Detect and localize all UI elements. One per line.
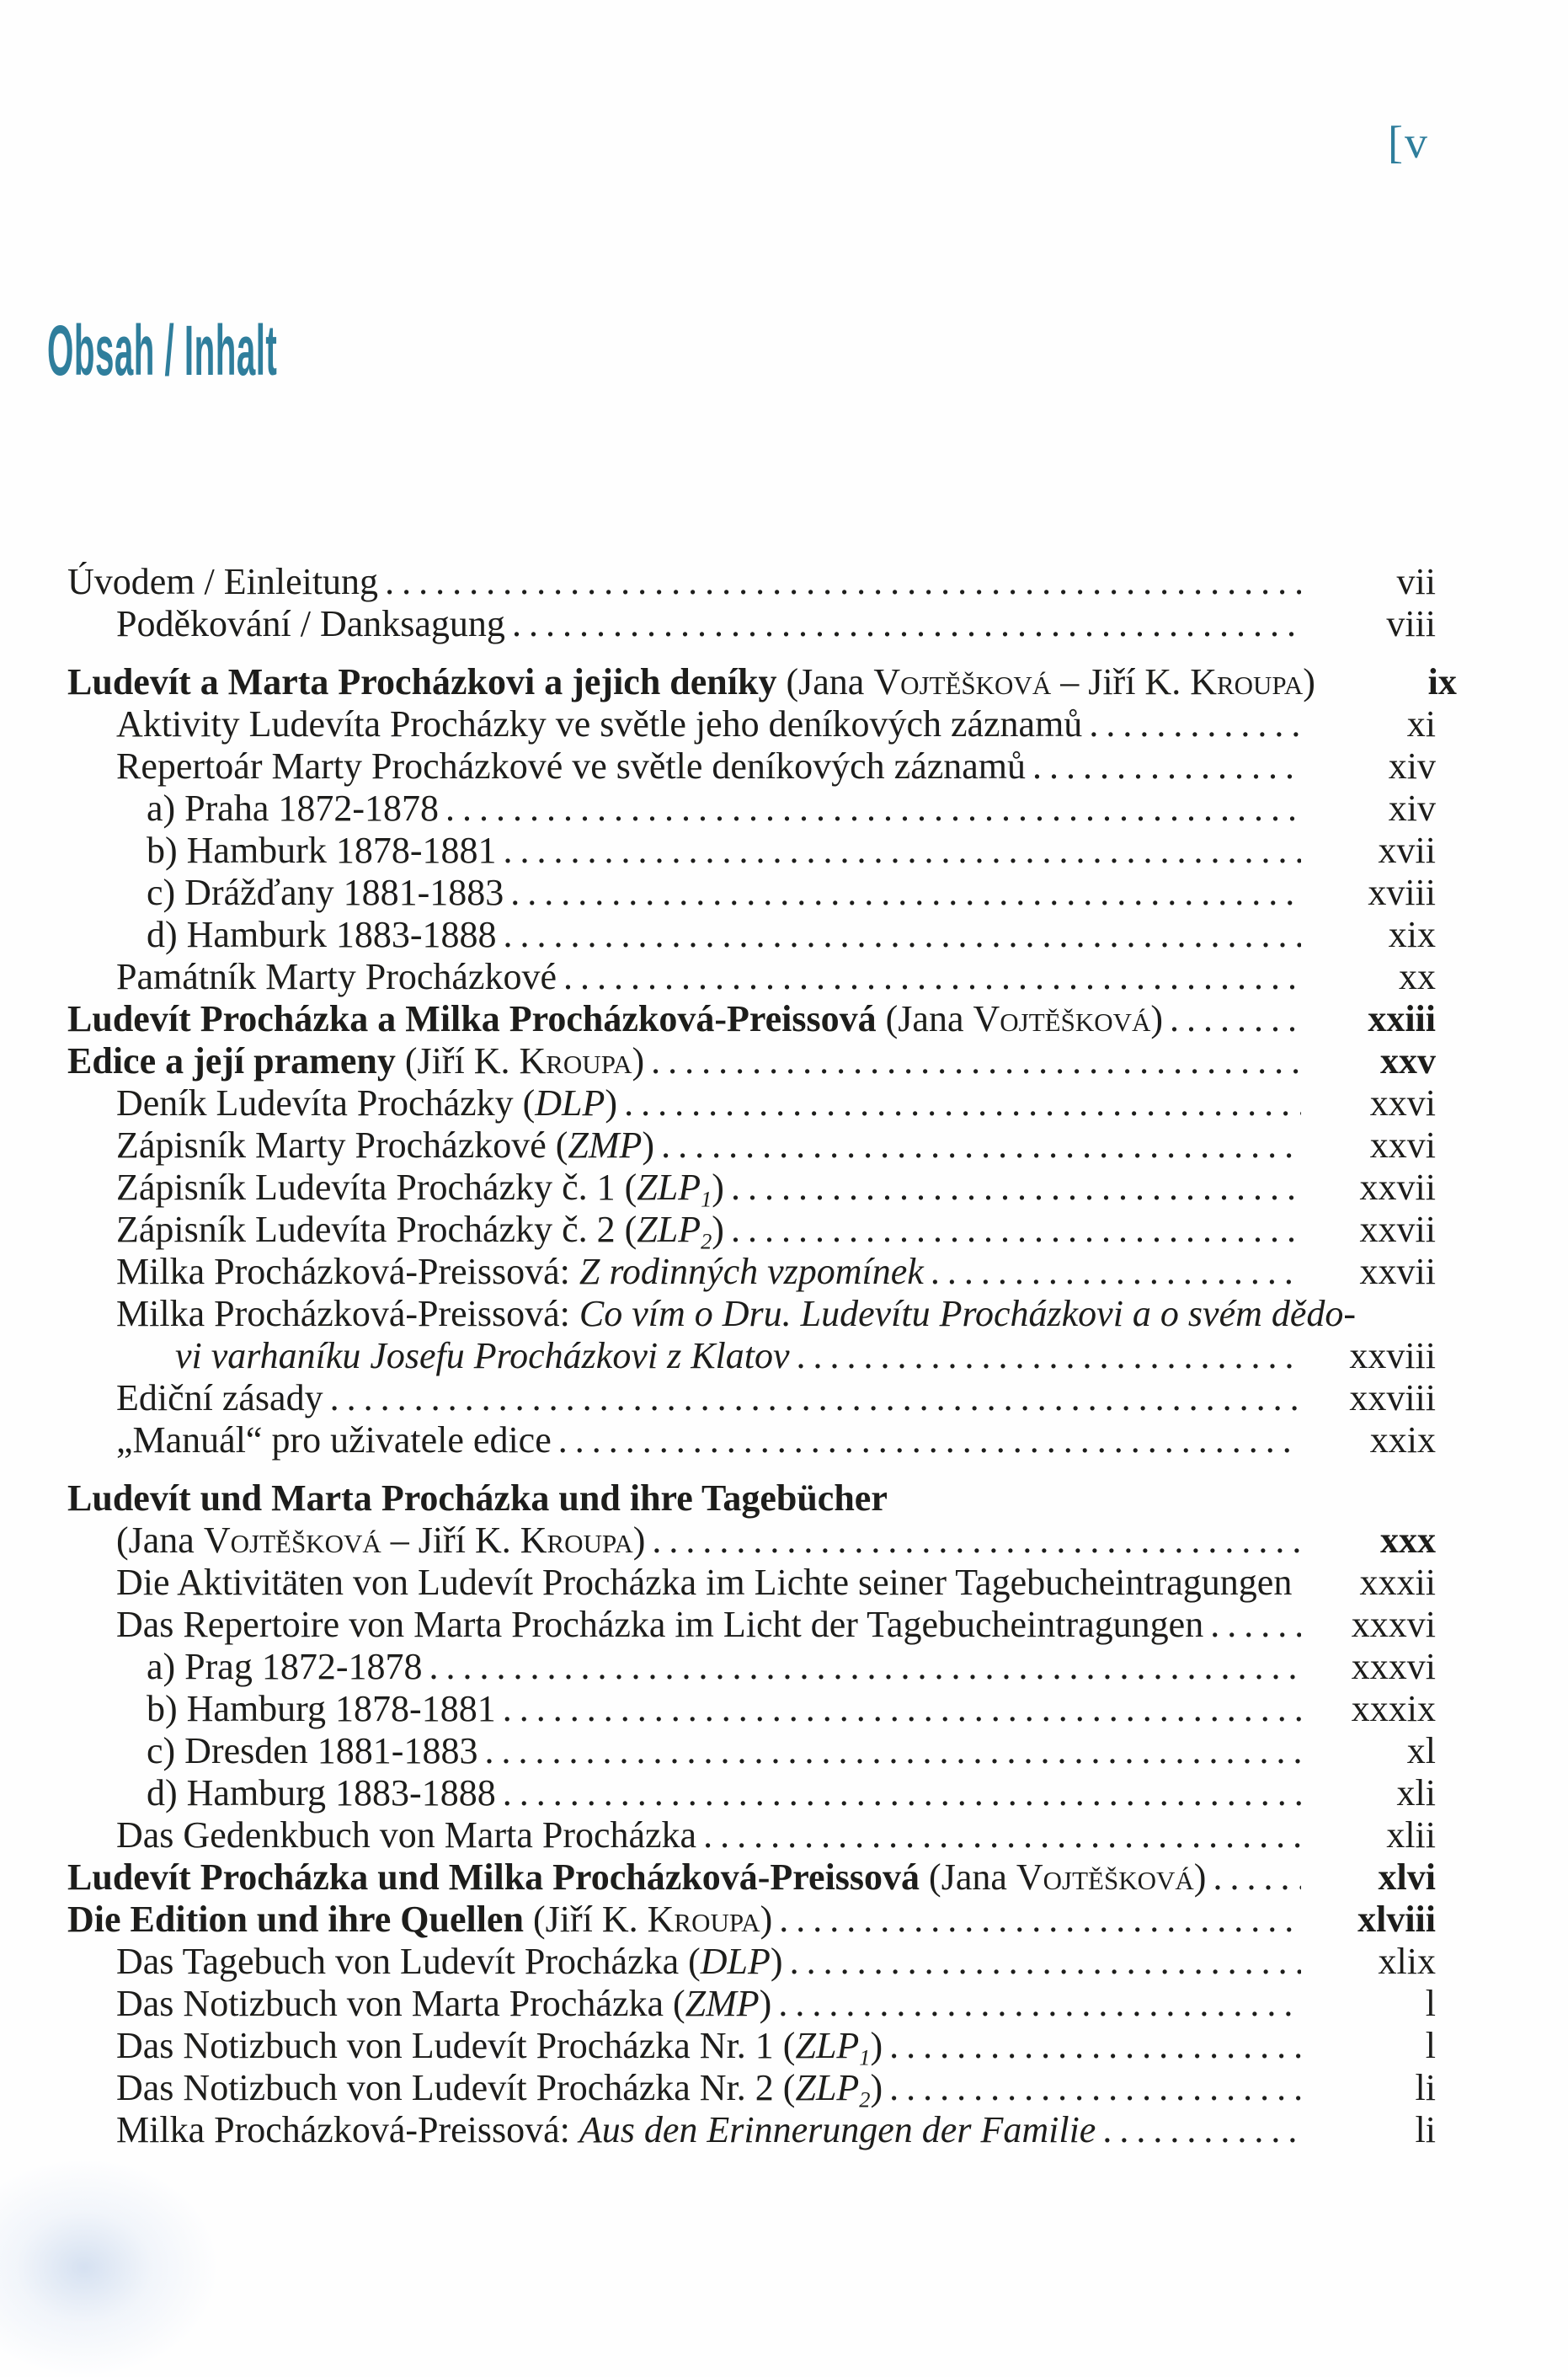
toc-page-number: xxxvi <box>1351 1646 1436 1687</box>
toc-page-number: xi <box>1406 703 1436 745</box>
toc-entry-segment: Deník Ludevíta Procházky ( <box>116 1082 536 1124</box>
toc-entry-segment: Ludevít a Marta Procházkovi a jejich deníky <box>67 661 777 702</box>
toc-page-number: xxvii <box>1359 1209 1436 1250</box>
toc-entry-segment: ) <box>1150 998 1164 1039</box>
toc-entry-segment: Das Repertoire von Marta Procházka im Licht der Tagebucheintragungen <box>116 1604 1204 1645</box>
toc-page-number: xxx <box>1380 1520 1436 1561</box>
toc-page-number: vii <box>1396 561 1436 602</box>
toc-entry-label <box>116 1562 1292 1604</box>
dot-leader <box>731 1167 1301 1209</box>
toc-page-number: xviii <box>1368 872 1436 913</box>
toc-entry-segment: Vojtěšková <box>1016 1856 1194 1898</box>
toc-entry-segment: 1 <box>859 2044 871 2070</box>
toc-entry-label <box>67 661 1315 703</box>
toc-entry-segment: Das Notizbuch von Marta Procházka ( <box>116 1983 685 2024</box>
toc-row <box>67 661 1457 703</box>
dot-leader <box>504 830 1302 872</box>
toc-entry-label <box>147 1688 496 1730</box>
toc-entry-label <box>147 1730 477 1772</box>
toc-entry-segment: Úvodem / Einleitung <box>67 561 379 602</box>
dot-leader <box>512 603 1301 645</box>
toc-entry-label <box>175 1335 790 1377</box>
toc-page-number: xxvi <box>1369 1124 1436 1166</box>
toc-row <box>67 914 1436 956</box>
toc-row <box>67 1167 1436 1212</box>
toc-row <box>67 1941 1436 1983</box>
toc-row <box>67 1730 1436 1772</box>
toc-entry-segment: (Jana <box>776 661 874 702</box>
toc-row <box>67 1688 1436 1730</box>
toc-entry-segment: (Jana <box>920 1856 1016 1898</box>
toc-entry-segment: c) Dresden 1881-1883 <box>147 1730 478 1771</box>
toc-entry-label <box>116 1520 645 1562</box>
dot-leader <box>429 1646 1302 1688</box>
dot-leader <box>731 1209 1301 1251</box>
toc-entry-segment: (Jiří K. <box>523 1899 648 1940</box>
toc-entry-segment: ZMP <box>685 1983 760 2024</box>
toc-page-number: li <box>1415 2109 1436 2150</box>
toc-page-number: xxiii <box>1368 998 1436 1039</box>
toc-entry-segment: b) Hamburk 1878-1881 <box>147 830 497 871</box>
toc-row <box>67 998 1436 1040</box>
toc-entry-label <box>116 1814 696 1856</box>
toc-entry-segment: ) <box>760 1899 773 1940</box>
toc-entry-segment: b) Hamburg 1878-1881 <box>147 1688 496 1729</box>
toc-page-number: xxv <box>1380 1040 1436 1082</box>
toc-entry-segment: (Jana <box>116 1520 204 1561</box>
toc-page-number: xxxvi <box>1351 1604 1436 1645</box>
dot-leader <box>484 1730 1301 1772</box>
toc-entry-segment: Kroupa <box>520 1520 633 1561</box>
toc-entry-segment: 2 <box>859 2086 871 2113</box>
toc-row <box>67 1124 1436 1167</box>
toc-page-number: xxxii <box>1359 1562 1436 1603</box>
toc-entry-segment: d) Hamburk 1883-1888 <box>147 914 497 955</box>
toc-entry-segment: ZLP <box>795 2067 860 2108</box>
toc-entry-segment: Das Tagebuch von Ludevít Procházka ( <box>116 1941 701 1982</box>
toc-entry-label <box>67 561 378 603</box>
toc-entry-segment: DLP <box>700 1941 771 1982</box>
toc-page-number: li <box>1415 2067 1436 2108</box>
toc-entry-label <box>116 956 557 998</box>
toc-entry-label <box>116 1941 783 1983</box>
scan-smudge-artifact <box>0 2158 219 2377</box>
toc-page-number: xiv <box>1388 745 1436 787</box>
toc-row <box>67 788 1436 830</box>
toc-entry-segment: 2 <box>701 1228 712 1254</box>
dot-leader <box>931 1251 1301 1293</box>
toc-row <box>67 1562 1436 1604</box>
toc-entry-label <box>116 703 1082 745</box>
toc-entry-segment: ZMP <box>568 1124 643 1166</box>
dot-leader <box>1170 998 1301 1040</box>
dot-leader <box>889 2025 1301 2067</box>
toc-entry-segment: Ludevít Procházka und Milka Procházková-Preissová <box>67 1856 920 1898</box>
toc-entry-segment: Vojtěšková <box>973 998 1151 1039</box>
toc-entry-label <box>116 1124 654 1167</box>
dot-leader <box>1032 745 1301 788</box>
toc-entry-segment: ) <box>870 2025 883 2066</box>
dot-leader <box>889 2067 1301 2109</box>
toc-entry-segment: Kroupa <box>519 1040 632 1082</box>
dot-leader <box>703 1814 1301 1856</box>
toc-row <box>67 745 1436 788</box>
toc-page-number: xxxix <box>1351 1688 1436 1729</box>
dot-leader <box>503 1688 1301 1730</box>
toc-entry-label <box>116 1082 617 1124</box>
dot-leader <box>1213 1856 1301 1899</box>
toc-entry-segment: – Jiří K. <box>381 1520 520 1561</box>
toc-entry-segment: Aktivity Ludevíta Procházky ve světle jeho deníkových záznamů <box>116 703 1083 745</box>
toc-entry-label <box>116 2109 1096 2151</box>
toc-page-number: xiv <box>1388 788 1436 829</box>
toc-entry-label <box>116 1419 552 1461</box>
toc-row <box>67 1419 1436 1461</box>
toc-page-number: xvii <box>1378 830 1436 871</box>
toc-row <box>67 1983 1436 2025</box>
toc-entry-segment: DLP <box>535 1082 605 1124</box>
toc-entry-segment: ZLP <box>637 1209 701 1250</box>
toc-entry-segment: Zápisník Ludevíta Procházky č. 2 ( <box>116 1209 637 1250</box>
toc-entry-segment: Vojtěšková <box>203 1520 381 1561</box>
toc-entry-segment: ZLP <box>795 2025 860 2066</box>
toc-entry-label <box>116 1293 1356 1335</box>
toc-row <box>67 1251 1436 1293</box>
toc-entry-segment: ) <box>632 1040 645 1082</box>
toc-row <box>67 1646 1436 1688</box>
toc-entry-segment: Die Aktivitäten von Ludevít Procházka im Lichte seiner Tagebucheintragungen <box>116 1562 1293 1603</box>
dot-leader <box>651 1040 1301 1082</box>
toc-entry-segment: Ludevít Procházka a Milka Procházková-Preissová <box>67 998 877 1039</box>
toc-page-number: xl <box>1406 1730 1436 1771</box>
dot-leader <box>1102 2109 1301 2151</box>
toc-entry-segment: a) Prag 1872-1878 <box>147 1646 423 1687</box>
toc-page-number: l <box>1425 1983 1436 2024</box>
toc-entry-segment: Das Notizbuch von Ludevít Procházka Nr. 1 ( <box>116 2025 796 2066</box>
toc-entry-label <box>67 998 1163 1040</box>
toc-entry-segment: Vojtěšková <box>873 661 1052 702</box>
dot-leader <box>563 956 1301 998</box>
toc-entry-segment: Poděkování / Danksagung <box>116 603 505 644</box>
toc-entry-segment: ) <box>870 2067 883 2108</box>
toc-entry-segment: Co vím o Dru. Ludevítu Procházkovi a o svém dědo- <box>579 1293 1357 1334</box>
toc-entry-label <box>147 914 497 956</box>
toc-entry-segment: Milka Procházková-Preissová: <box>116 1251 579 1292</box>
dot-leader <box>1299 1562 1301 1604</box>
toc-entry-segment: (Jana <box>876 998 973 1039</box>
toc-entry-segment: Kroupa <box>1190 661 1304 702</box>
toc-entry-segment: c) Drážďany 1881-1883 <box>147 872 504 913</box>
toc-page-number: xxix <box>1369 1419 1436 1461</box>
table-of-contents <box>67 561 1457 2151</box>
toc-page-number: xix <box>1388 914 1436 955</box>
toc-page-number: xlviii <box>1357 1899 1436 1940</box>
toc-page-number: xlvi <box>1378 1856 1436 1898</box>
dot-leader <box>661 1124 1301 1167</box>
toc-entry-segment: – Jiří K. <box>1051 661 1191 702</box>
toc-entry-label <box>116 1983 771 2025</box>
toc-entry-segment: Repertoár Marty Procházkové ve světle deníkových záznamů <box>116 745 1027 787</box>
toc-row <box>67 1293 1436 1335</box>
dot-leader <box>385 561 1301 603</box>
toc-entry-label <box>67 1477 888 1520</box>
page-title: Obsah / Inhalt <box>47 311 278 391</box>
toc-page-number: xlix <box>1378 1941 1436 1982</box>
toc-entry-segment: ) <box>712 1209 724 1250</box>
toc-entry-segment: Die Edition und ihre Quellen <box>67 1899 524 1940</box>
toc-entry-segment: Zápisník Marty Procházkové ( <box>116 1124 568 1166</box>
toc-row <box>67 1477 1436 1520</box>
toc-entry-segment: Milka Procházková-Preissová: <box>116 1293 579 1334</box>
toc-entry-label <box>116 1251 924 1293</box>
toc-entry-segment: Ludevít und Marta Procházka und ihre Tagebücher <box>67 1477 888 1519</box>
toc-row <box>67 1335 1436 1377</box>
toc-row <box>67 956 1436 998</box>
toc-entry-label <box>147 1646 423 1688</box>
toc-entry-label <box>116 1377 323 1419</box>
toc-page-number: l <box>1425 2025 1436 2066</box>
toc-row <box>67 1209 1436 1254</box>
toc-entry-segment: Z rodinných vzpomínek <box>579 1251 924 1292</box>
toc-entry-label <box>67 1899 772 1941</box>
toc-entry-segment: vi varhaníku Josefu Procházkovi z Klatov <box>175 1335 790 1376</box>
toc-entry-segment: Aus den Erinnerungen der Familie <box>579 2109 1096 2150</box>
toc-page-number: xxviii <box>1349 1377 1436 1418</box>
toc-row <box>67 2109 1436 2151</box>
dot-leader <box>624 1082 1301 1124</box>
toc-entry-segment: d) Hamburg 1883-1888 <box>147 1772 496 1813</box>
toc-row <box>67 703 1436 745</box>
toc-entry-label <box>147 1772 496 1814</box>
toc-entry-segment: Das Notizbuch von Ludevít Procházka Nr. 2 ( <box>116 2067 796 2108</box>
toc-entry-segment: Kroupa <box>647 1899 760 1940</box>
toc-entry-segment: a) Praha 1872-1878 <box>147 788 440 829</box>
toc-entry-segment: ) <box>1303 661 1315 702</box>
toc-entry-segment: Zápisník Ludevíta Procházky č. 1 ( <box>116 1167 637 1208</box>
toc-entry-segment: ZLP <box>637 1167 701 1208</box>
toc-row <box>67 1899 1436 1941</box>
dot-leader <box>779 1899 1301 1941</box>
toc-entry-segment: (Jiří K. <box>395 1040 520 1082</box>
dot-leader <box>330 1377 1301 1419</box>
toc-entry-segment: Edice a její prameny <box>67 1040 396 1082</box>
dot-leader <box>1089 703 1301 745</box>
toc-entry-label <box>67 1856 1206 1899</box>
toc-row <box>67 830 1436 872</box>
toc-entry-label <box>147 788 439 830</box>
toc-entry-segment: ) <box>605 1082 618 1124</box>
toc-entry-segment: Památník Marty Procházkové <box>116 956 557 997</box>
toc-row <box>67 2067 1436 2113</box>
toc-entry-segment: ) <box>632 1520 646 1561</box>
toc-entry-label <box>116 745 1026 788</box>
dot-leader <box>558 1419 1301 1461</box>
toc-entry-segment: ) <box>759 1983 772 2024</box>
toc-row <box>67 1040 1436 1082</box>
toc-entry-segment: ) <box>1193 1856 1207 1898</box>
dot-leader <box>445 788 1301 830</box>
toc-row <box>67 1814 1436 1856</box>
toc-entry-segment: ) <box>770 1941 783 1982</box>
page-number-marker: [v <box>1388 117 1429 168</box>
toc-page-number: xxvi <box>1369 1082 1436 1124</box>
toc-row <box>67 1856 1436 1899</box>
toc-page-number: xlii <box>1386 1814 1436 1856</box>
toc-page-number: xxviii <box>1349 1335 1436 1376</box>
dot-leader <box>510 872 1301 914</box>
toc-row <box>67 2025 1436 2070</box>
toc-entry-label <box>147 830 497 872</box>
dot-leader <box>778 1983 1301 2025</box>
toc-row <box>67 603 1436 645</box>
toc-entry-segment: Das Gedenkbuch von Marta Procházka <box>116 1814 697 1856</box>
toc-page-number: xxvii <box>1359 1167 1436 1208</box>
toc-entry-label <box>67 1040 644 1082</box>
toc-row <box>67 1082 1436 1124</box>
toc-entry-segment: 1 <box>701 1186 712 1212</box>
toc-page-number: xli <box>1396 1772 1436 1813</box>
toc-row <box>67 1772 1436 1814</box>
dot-leader <box>790 1941 1301 1983</box>
toc-entry-segment: Ediční zásady <box>116 1377 323 1418</box>
toc-row <box>67 872 1436 914</box>
toc-page-number: xxvii <box>1359 1251 1436 1292</box>
toc-row <box>67 561 1436 603</box>
toc-entry-label <box>116 603 505 645</box>
dot-leader <box>504 914 1302 956</box>
toc-row <box>67 1604 1436 1646</box>
toc-row <box>67 1520 1436 1562</box>
toc-entry-segment: ) <box>642 1124 655 1166</box>
dot-leader <box>652 1520 1301 1562</box>
dot-leader <box>1210 1604 1301 1646</box>
dot-leader <box>797 1335 1301 1377</box>
toc-entry-segment: Milka Procházková-Preissová: <box>116 2109 579 2150</box>
toc-page-number: xx <box>1399 956 1436 997</box>
toc-entry-segment: „Manuál“ pro uživatele edice <box>116 1419 552 1461</box>
toc-entry-label <box>147 872 504 914</box>
toc-row <box>67 1377 1436 1419</box>
toc-page-number: viii <box>1386 603 1436 644</box>
toc-entry-label <box>116 1604 1203 1646</box>
dot-leader <box>503 1772 1301 1814</box>
toc-page-number: ix <box>1427 661 1457 702</box>
toc-entry-segment: ) <box>712 1167 724 1208</box>
